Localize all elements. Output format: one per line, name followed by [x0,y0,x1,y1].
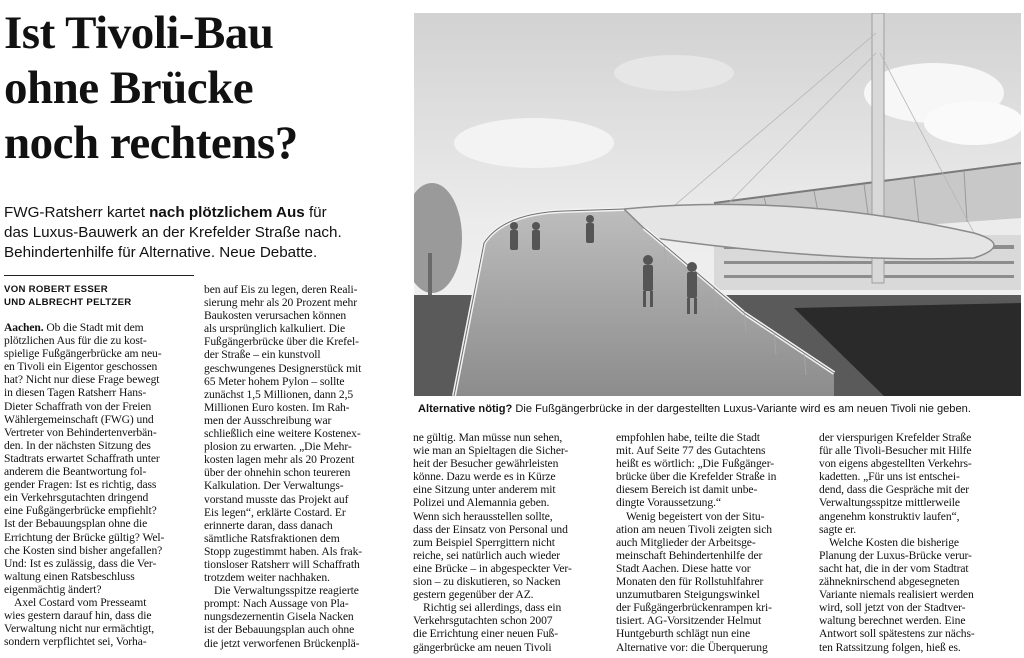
text-line: Baukosten verursachen können [204,309,347,323]
text-line: der Fußgängerbrückenrampen kri- [616,601,772,615]
text-line: brücke über die Krefelder Straße in [616,470,777,484]
text-line: Stadt Aachen. Diese hatte vor [616,561,751,575]
text-line: vorstand musste das Projekt auf [204,492,349,506]
byline-line: VON ROBERT ESSER [4,284,108,295]
text-line: Huntgeburth schlägt nun eine [616,627,751,641]
text-line: zunächst 1,5 Millionen, dann 2,5 [204,387,354,401]
text-line: tisiert. AG-Vorsitzender Helmut [616,614,762,628]
subline-emphasis: nach plötzlichem Aus [149,204,305,221]
text-line: ein Verkehrsgutachten dringend [4,491,149,505]
text-line: über der ohnehin schon teureren [204,466,351,480]
text-line: in diesen Tagen Ratsherr Hans- [4,386,147,400]
article-column-5 [819,431,1021,654]
text-line: waltung einen Ratsbeschluss [4,569,135,583]
subline-line: das Luxus-Bauwerk an der Krefelder Straße nach. [4,224,342,241]
photo-caption [418,402,1021,416]
text-line: Alternative vor: die Überquerung [616,640,768,654]
text-line: men der Ausschreibung war [204,413,332,427]
text-line: Dieter Schaffrath von der Freien [4,399,152,413]
text-line: prompt: Nach Aussage von Pla- [204,597,349,611]
dateline: Aachen. [4,321,44,334]
text-line: Stopp zugestimmt haben. Als frak- [204,544,363,558]
text-line: Wenn sich herausstellen sollte, [413,509,553,523]
text-line: sion – zu diskutieren, so Nacken [413,575,561,589]
article-column-1 [4,321,200,648]
text-line: wie man an Spieltagen die Sicher- [413,444,569,458]
text-line: Richtig sei allerdings, dass ein [423,601,562,615]
text-line: Kalkulation. Der Verwaltungs- [204,479,344,493]
subline-divider [4,275,194,276]
text-line: gender Fragen: Ist es richtig, dass [4,478,157,492]
text-line: ne gültig. Man müsse nun sehen, [413,431,563,444]
text-line: schließlich eine weitere Kostenex- [204,427,361,441]
text-line: Verwaltung nicht nur ermächtigt, [4,622,155,636]
article-column-2 [204,283,400,650]
text-line: heißt es wörtlich: „Die Fußgänger- [616,457,774,471]
text-line: tionsloser Ratsherr will Schaffrath [204,557,360,571]
text-line: ist der Bebauungsplan auch ohne [204,623,355,637]
subline-line: Behindertenhilfe für Alternative. Neue Debatte. [4,244,318,261]
text-line: Millionen Euro kosten. Im Rah- [204,400,350,414]
text-line: als ursprünglich kalkuliert. Die [204,322,346,336]
text-line: ation am neuen Tivoli zeigten sich [616,522,772,536]
text-line: der Straße – ein kunstvoll [204,348,321,362]
text-line: dingte Voraussetzung.“ [616,496,721,510]
bridge-rendering-image [414,13,1021,396]
text-line: Wenig begeistert von der Situ- [626,509,765,523]
text-line: Ist der Bebauungsplan ohne die [4,517,148,531]
text-line: den. In der nächsten Sitzung des [4,438,151,452]
text-line: waltung berechnet werden. Eine [819,614,966,628]
text-line: ten Ratssitzung folgen, hieß es. [819,640,961,654]
text-line: Welche Kosten die bisherige [829,535,959,549]
text-line: diesem Bereich ist damit unbe- [616,483,758,497]
caption-text: Die Fußgängerbrücke in der dargestellten Luxus-Variante wird es am neuen Tivoli nie geben. [512,403,971,415]
text-line: Eis legen“, erklärte Costard. Er [204,505,346,519]
text-line: kadetten. „Für uns ist entschei- [819,470,960,484]
text-line: erinnerte daran, dass danach [204,518,333,532]
text-line: auch Mitglieder der Arbeitsge- [616,535,756,549]
text-line: eigenmächtig ändert? [4,582,102,596]
text-line: geschwungenes Designerstück mit [204,361,362,375]
text-line: anderem die Beantwortung fol- [4,465,147,479]
text-line: Fußgängerbrücke über die Krefel- [204,335,359,349]
text-line: die Errichtung einer neuen Fuß- [413,627,558,641]
text-line: ben auf Eis zu legen, deren Reali- [204,283,358,296]
text-line: kosten lagen mehr als 20 Prozent [204,453,355,467]
subline-text: für [304,204,327,221]
text-line: Variante niemals realisiert werden [819,588,974,602]
headline-line: ohne Brücke [4,62,254,114]
text-line: heit der Besucher gewährleisten [413,457,559,471]
text-line [4,321,200,334]
headline-line: noch rechtens? [4,117,298,169]
text-line: dass der Einsatz von Personal und [413,522,568,536]
text-line: sierung mehr als 20 Prozent mehr [204,296,357,310]
text-line: spielige Fußgängerbrücke am neu- [4,347,162,361]
text-line: sagte er. [819,522,857,536]
text-line: sondern verpflichtet sei, Vorha- [4,635,147,649]
text-line: Vertreter von Behindertenverbän- [4,425,157,439]
text-line: meinschaft Behindertenhilfe der [616,548,763,562]
text-line: könne. Dazu werde es in Kürze [413,470,556,484]
text-line: Die Verwaltungsspitze reagierte [214,584,359,598]
text-line: für alle Tivoli-Besucher mit Hilfe [819,444,972,458]
text-line: Polizei und Alemannia geben. [413,496,550,510]
text-line: der vierspurigen Krefelder Straße [819,431,972,444]
text-fragment: Ob die Stadt mit dem [43,321,144,334]
text-line: sacht hat, die in der vom Stadtrat [819,561,969,575]
text-line: nungsdezernentin Gisela Nacken [204,610,354,624]
headline-line: Ist Tivoli-Bau [4,7,274,59]
text-line: gestern gegenüber der AZ. [413,588,534,602]
text-line: zähneknirschend abgesegneten [819,575,960,589]
text-line: che Kosten sind bisher angefallen? [4,543,163,557]
text-line: plötzlichen Aus für die zu kost- [4,334,147,348]
text-line: Errichtung der Brücke gültig? Wel- [4,530,165,544]
text-line: eine Sitzung unter anderem mit [413,483,556,497]
article-column-4 [616,431,812,654]
text-line: Axel Costard vom Presseamt [14,595,147,609]
caption-lead: Alternative nötig? [418,403,513,415]
subline [4,203,404,263]
text-line: Verwaltungsspitze mittlerweile [819,496,960,510]
text-line: 65 Meter hohem Pylon – sollte [204,374,345,388]
text-line: Und: Ist es zulässig, dass die Ver- [4,556,157,570]
text-line: plosion zu erwarten. „Die Mehr- [204,440,352,454]
text-line: hat? Nicht nur diese Frage bewegt [4,373,160,387]
text-line: Planung der Luxus-Brücke verur- [819,548,972,562]
text-line: en Tivoli ein Eigentor geschossen [4,360,158,374]
text-line: mit. Auf Seite 77 des Gutachtens [616,444,766,458]
text-line: dend, dass die Gespräche mit der [819,483,970,497]
text-line: sämtliche Ratsfraktionen dem [204,531,340,545]
text-line: unzumutbaren Steigungswinkel [616,588,760,602]
byline-line: UND ALBRECHT PELTZER [4,297,132,308]
headline [4,6,404,171]
text-line: Verkehrsgutachten schon 2007 [413,614,553,628]
text-line: gängerbrücke am neuen Tivoli [413,640,552,654]
text-line: Stadtrats erwartet Schaffrath unter [4,451,160,465]
text-line: Wählergemeinschaft (FWG) und [4,412,154,426]
text-line: angenehm konstruktiv laufen“, [819,509,960,523]
text-line: empfohlen habe, teilte die Stadt [616,431,760,444]
subline-line [4,203,404,223]
text-line: reiche, sei natürlich auch wieder [413,548,561,562]
text-line: eine Fußgängerbrücke empfiehlt? [4,504,157,518]
text-line: wies gestern darauf hin, dass die [4,609,152,623]
text-line: trotzdem weiter nachhaken. [204,571,330,585]
byline [4,283,194,309]
text-line: Monaten den für Rollstuhlfahrer [616,575,764,589]
text-line: die jetzt verworfenen Brückenplä- [204,636,360,650]
text-line: wird, soll jetzt von der Stadtver- [819,601,966,615]
subline-text: FWG-Ratsherr kartet [4,204,150,221]
text-line: eine Brücke – in abgespeckter Ver- [413,561,572,575]
text-line: von eigens abgestellten Verkehrs- [819,457,972,471]
bridge-photo [414,13,1021,396]
article-column-3 [413,431,609,654]
text-line: Antwort soll spätestens zur nächs- [819,627,975,641]
text-line: zum Beispiel Sperrgittern nicht [413,535,555,549]
